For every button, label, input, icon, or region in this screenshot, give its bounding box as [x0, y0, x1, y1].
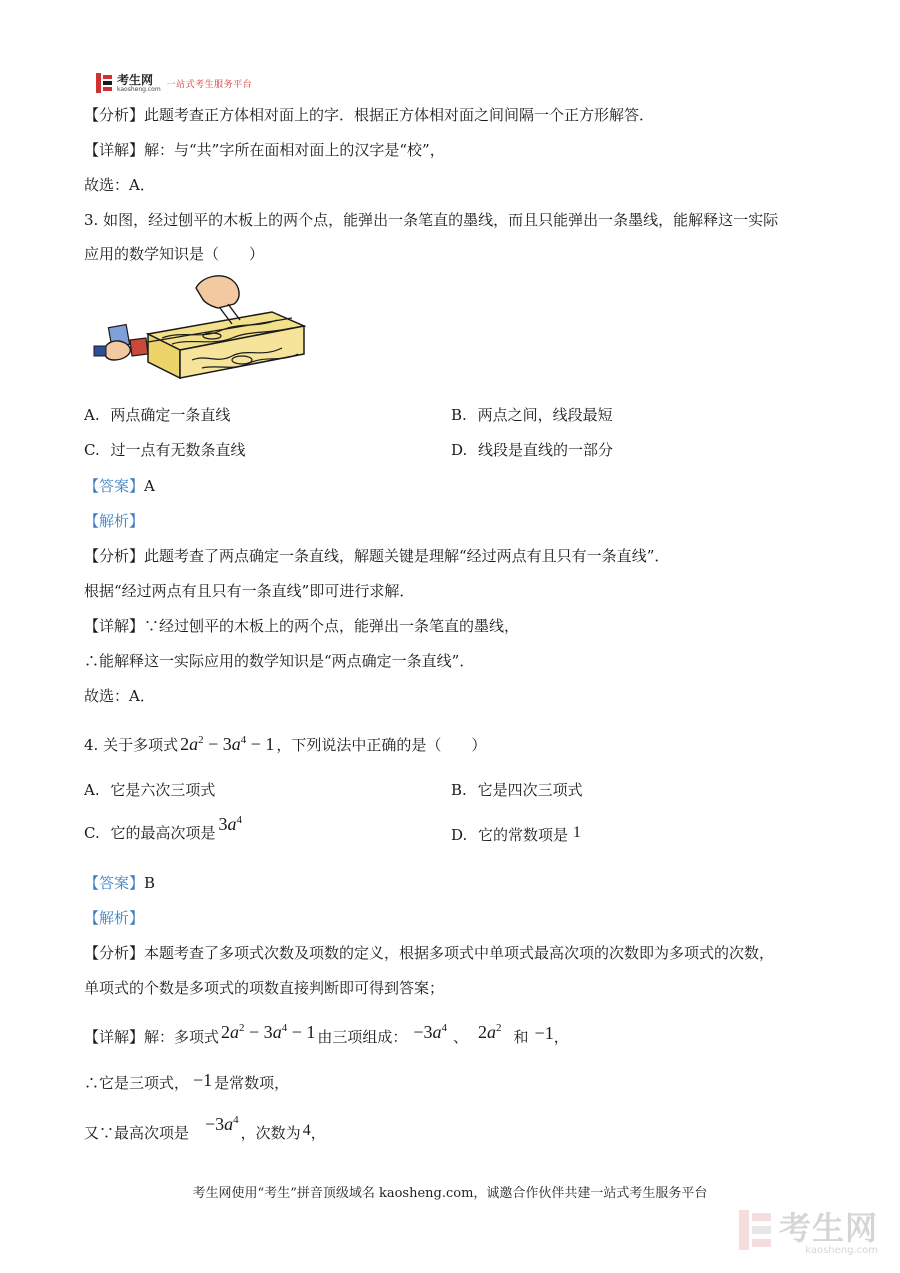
logo-slogan: 一站式考生服务平台: [166, 79, 253, 90]
q4-line3: [84, 1114, 326, 1144]
degree-value: 4: [302, 1122, 311, 1139]
q4-option-c: [84, 814, 243, 843]
detail-prefix: 解：多项式: [144, 1028, 220, 1046]
logo-domain: kaosheng.com: [117, 85, 161, 93]
logo-name: 考生网: [117, 72, 154, 87]
prev-choice: 故选：A．: [84, 176, 155, 194]
line3-end: ，: [310, 1124, 326, 1142]
q4-detail: [84, 1022, 569, 1047]
option-label: D.: [451, 826, 468, 844]
answer-value: A: [144, 477, 155, 495]
detail-text: 解：与“共”字所在面相对面上的汉字是“校”，: [144, 141, 445, 159]
term-neg1: −1: [534, 1023, 554, 1043]
watermark-text: 考生网: [778, 1209, 878, 1247]
constant-value: 1: [572, 824, 581, 841]
stem-prefix: 4. 关于多项式: [84, 736, 179, 754]
q4-option-b: [451, 780, 583, 800]
option-text: 两点确定一条直线: [110, 406, 231, 424]
q4-stem: [84, 730, 486, 755]
kaosheng-logo-icon: [96, 73, 114, 93]
page-footer: 考生网使用“考生”拼音顶级域名 kaosheng.com，诚邀合作伙伴共建一站式考生服务平台: [192, 1186, 708, 1201]
polynomial-formula: $2a^2 - 3a^4 - 1$: [180, 734, 275, 754]
line3-prefix: 又∵最高次项是: [84, 1124, 190, 1142]
q3-stem-line1: 3. 如图，经过刨平的木板上的两个点，能弹出一条笔直的墨线，而且只能弹出一条墨线，能解释这一实际: [84, 211, 779, 229]
detail-tag: 【详解】: [84, 617, 145, 635]
option-label: C.: [84, 824, 100, 842]
line2-prefix: ∴它是三项式，: [84, 1074, 190, 1092]
q3-jiexi-tag: 【解析】: [84, 512, 145, 530]
prev-analysis: [84, 105, 654, 125]
watermark-domain: kaosheng.com: [805, 1245, 878, 1256]
option-text: 线段是直线的一部分: [478, 441, 614, 459]
answer-tag: 【答案】: [84, 477, 145, 495]
option-label: A.: [84, 781, 100, 799]
q3-analysis: [84, 546, 669, 566]
option-text: 它的最高次项是: [110, 824, 216, 842]
q3-choice: 故选：A．: [84, 687, 155, 705]
detail-sep: 、: [453, 1028, 469, 1046]
q3-stem-line2: 应用的数学知识是（ ）: [84, 245, 265, 263]
q4-line2: [84, 1072, 289, 1093]
q4-analysis: [84, 943, 774, 963]
line3-suffix: ，次数为: [240, 1124, 301, 1142]
option-label: B.: [451, 406, 467, 424]
q3-detail2: ∴能解释这一实际应用的数学知识是“两点确定一条直线”．: [84, 652, 475, 670]
watermark: [739, 1203, 878, 1256]
option-label: B.: [451, 781, 467, 799]
q4-option-d: [451, 825, 581, 846]
analysis-tag: 【分析】: [84, 547, 145, 565]
q3-option-c: [84, 440, 246, 460]
answer-value: B: [144, 874, 156, 892]
q3-option-d: [451, 440, 613, 460]
line2-suffix: 是常数项，: [214, 1074, 290, 1092]
analysis-tag: 【分析】: [84, 944, 145, 962]
detail-text: ∵经过刨平的木板上的两个点，能弹出一条笔直的墨线，: [144, 617, 520, 635]
q3-answer: [84, 476, 155, 496]
detail-tag: 【详解】: [84, 1028, 145, 1046]
q4-answer: [84, 873, 155, 893]
option-text: 它是六次三项式: [110, 781, 216, 799]
q4-option-a: [84, 780, 215, 800]
watermark-logo-icon: [739, 1210, 773, 1250]
option-text: 它是四次三项式: [477, 781, 583, 799]
prev-detail: [84, 140, 445, 160]
analysis-text: 本题考查了多项式次数及项数的定义，根据多项式中单项式最高次项的次数即为多项式的次数，: [144, 944, 775, 962]
term-neg3a4: $-3a^4$: [413, 1022, 448, 1042]
term-2a2: $2a^2$: [478, 1022, 502, 1042]
q3-detail: [84, 616, 519, 636]
q3-analysis2: 根据“经过两点有且只有一条直线”即可进行求解．: [84, 582, 415, 600]
detail-mid: 由三项组成：: [317, 1028, 408, 1046]
highest-term: $-3a^4$: [205, 1114, 239, 1134]
analysis-text: 此题考查了两点确定一条直线，解题关键是理解“经过两点有且只有一条直线”．: [144, 547, 670, 565]
q4-analysis2: 单项式的个数是多项式的项数直接判断即可得到答案；: [84, 979, 445, 997]
analysis-text: 此题考查正方体相对面上的字．根据正方体相对面之间间隔一个正方形解答．: [144, 106, 655, 124]
detail-tag: 【详解】: [84, 141, 145, 159]
q3-option-a: [84, 405, 230, 425]
option-label: A.: [84, 406, 100, 424]
option-text: 过一点有无数条直线: [110, 441, 246, 459]
q4-jiexi-tag: 【解析】: [84, 909, 145, 927]
answer-tag: 【答案】: [84, 874, 145, 892]
constant-neg1: −1: [193, 1070, 213, 1090]
option-text: 两点之间，线段最短: [477, 406, 613, 424]
analysis-tag: 【分析】: [84, 106, 145, 124]
option-text: 它的常数项是: [478, 826, 569, 844]
q3-option-b: [451, 405, 613, 425]
option-label: C.: [84, 441, 100, 459]
option-label: D.: [451, 441, 468, 459]
detail-end: ，: [553, 1028, 569, 1046]
highest-term-formula: $3a^4$: [218, 814, 243, 834]
polynomial-formula: $2a^2 - 3a^4 - 1$: [221, 1022, 316, 1042]
wood-board-illustration: [92, 268, 308, 384]
header-logo: [96, 72, 252, 94]
stem-suffix: ，下列说法中正确的是（ ）: [276, 736, 487, 754]
detail-and: 和: [513, 1028, 529, 1046]
